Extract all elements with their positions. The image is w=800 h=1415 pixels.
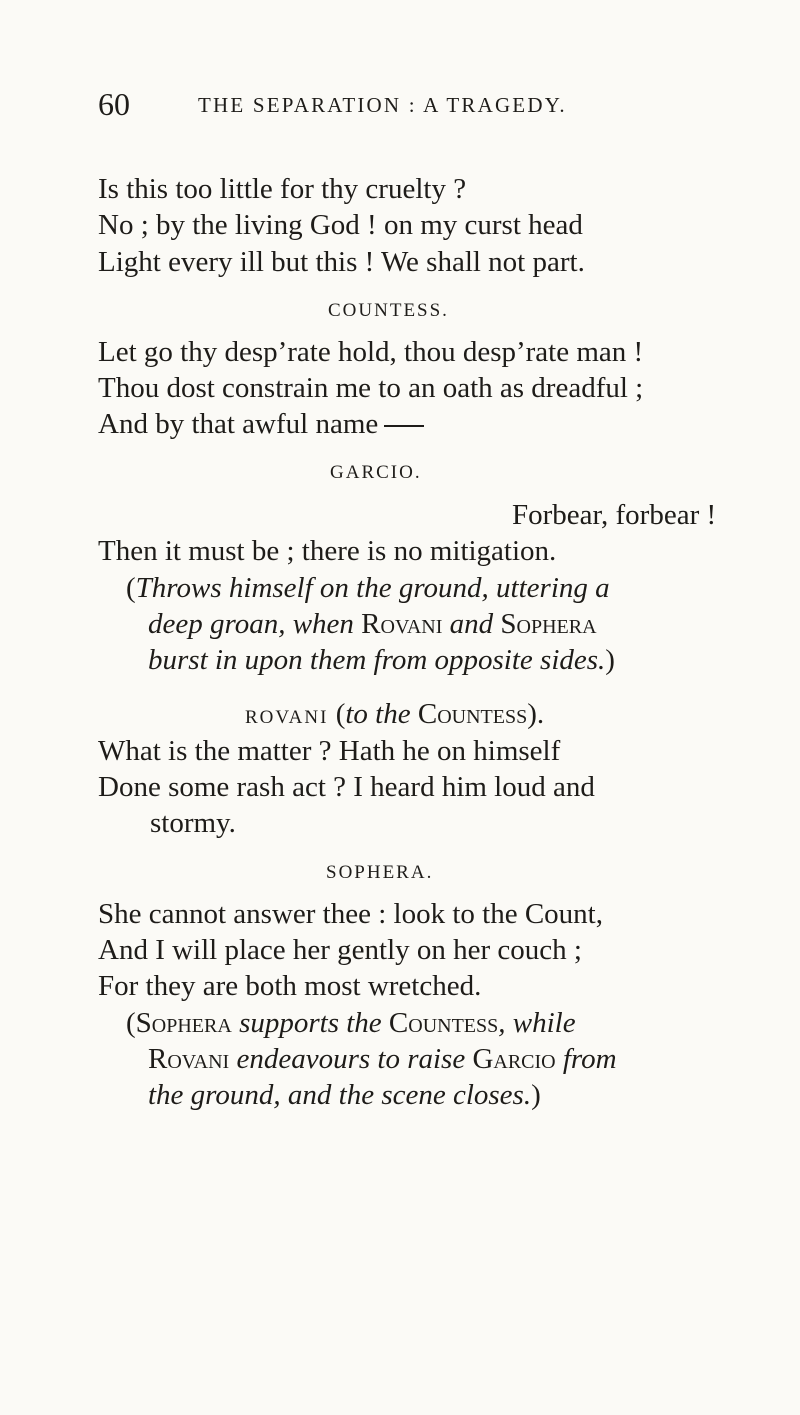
verse-line: Let go thy desp’rate hold, thou desp’rate man ! — [98, 336, 644, 368]
verse-line: No ; by the living God ! on my curst head — [98, 209, 583, 241]
stage-direction: (Sophera supports the Countess, while — [126, 1007, 576, 1039]
verse-line: Then it must be ; there is no mitigation. — [98, 535, 557, 567]
verse-line: Done some rash act ? I heard him loud and — [98, 771, 595, 803]
verse-line: She cannot answer thee : look to the Count, — [98, 898, 603, 930]
interruption-dash — [384, 425, 424, 427]
stage-direction: (Throws himself on the ground, uttering a — [126, 572, 610, 604]
running-title: THE SEPARATION : A TRAGEDY. — [198, 93, 567, 117]
page-header — [98, 86, 718, 126]
page-number: 60 — [98, 86, 130, 122]
verse-line: Thou dost constrain me to an oath as dreadful ; — [98, 372, 644, 404]
verse-line: stormy. — [150, 807, 236, 839]
verse-line: For they are both most wretched. — [98, 970, 482, 1002]
verse-line: Is this too little for thy cruelty ? — [98, 173, 467, 205]
verse-line: And I will place her gently on her couch ; — [98, 934, 582, 966]
speaker-sophera: SOPHERA. — [326, 862, 434, 883]
speaker-rovani-line: ROVANI (to the Countess). — [245, 698, 545, 730]
speaker-countess: COUNTESS. — [328, 300, 449, 321]
speaker-garcio: GARCIO. — [330, 462, 422, 483]
stage-direction: the ground, and the scene closes.) — [148, 1079, 541, 1111]
verse-line — [98, 406, 738, 442]
verse-line: What is the matter ? Hath he on himself — [98, 735, 561, 767]
speaker-rovani: ROVANI — [245, 707, 329, 728]
stage-direction: burst in upon them from opposite sides.) — [148, 644, 615, 676]
verse-line: Forbear, forbear ! — [512, 499, 717, 531]
stage-direction: deep groan, when Rovani and Sophera — [148, 608, 597, 640]
verse-line: Light every ill but this ! We shall not part. — [98, 246, 585, 278]
stage-direction: Rovani endeavours to raise Garcio from — [148, 1043, 617, 1075]
verse-text: And by that awful name — [98, 408, 379, 440]
